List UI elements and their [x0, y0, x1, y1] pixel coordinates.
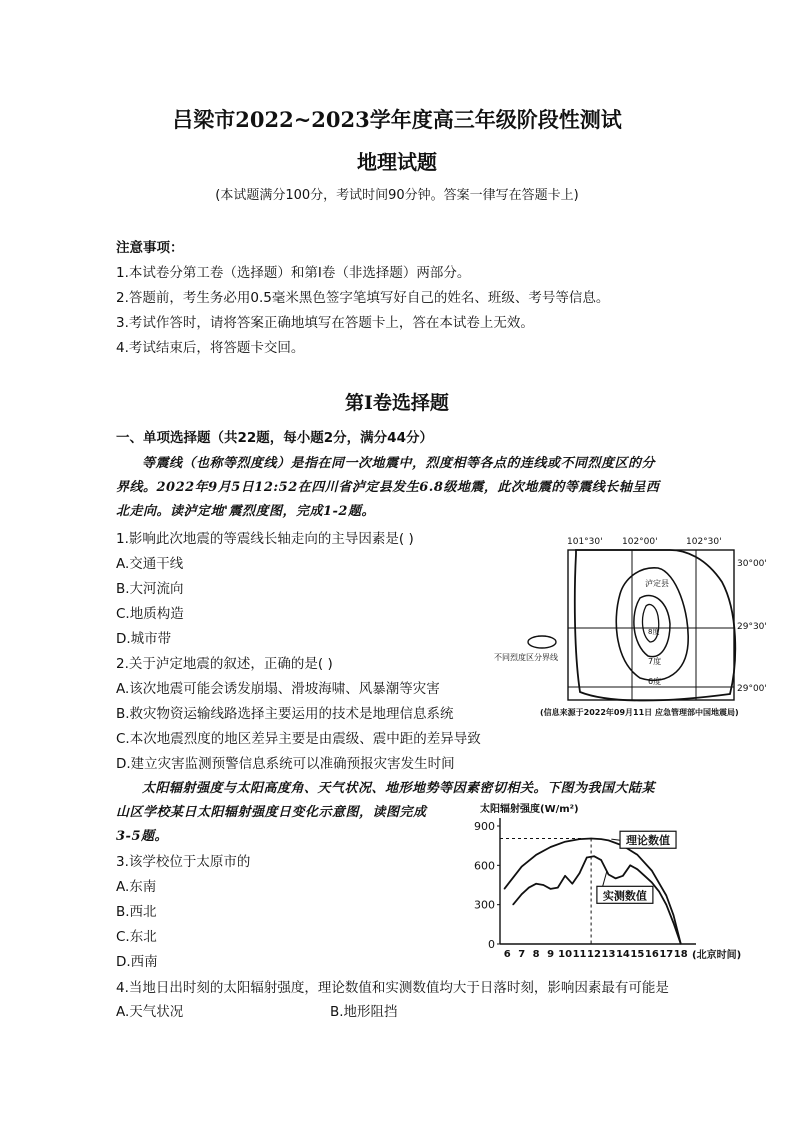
y-tick-label: 0: [488, 938, 495, 951]
data-point: [550, 888, 551, 889]
passage-line: 太阳辐射强度与太阳高度角、天气状况、地形地势等因素密切相关。下图为我国大陆某: [142, 781, 656, 796]
data-point: [601, 839, 602, 840]
data-point: [504, 888, 505, 889]
lon-label: 101°30': [567, 537, 603, 547]
data-point: [512, 904, 513, 905]
data-point: [564, 841, 565, 842]
data-point: [680, 943, 681, 944]
x-tick-label: 8: [532, 949, 540, 960]
label-pointer: [603, 871, 607, 887]
county-label: 泸定县: [645, 579, 669, 588]
theoretical-label: 理论数值: [626, 834, 671, 848]
data-point: [579, 839, 580, 840]
lon-label: 102°30': [686, 537, 722, 547]
data-point: [514, 875, 515, 876]
data-point: [536, 883, 537, 884]
data-point: [637, 854, 638, 855]
passage-line: 3-5题。: [116, 829, 168, 844]
part-title: 第Ⅰ卷选择题: [345, 392, 449, 414]
notice-item: 3.考试作答时，请将答案正确地填写在答题卡上，答在本试卷上无效。: [116, 315, 534, 331]
intensity-9-boundary: [643, 604, 659, 642]
x-tick-label: 11: [572, 949, 587, 960]
exam-subtitle: 地理试题: [357, 150, 437, 174]
option: A.天气状况: [116, 1004, 184, 1020]
question-stem: 3.该学校位于太原市的: [116, 854, 251, 870]
option: D.建立灾害监测预警信息系统可以准确预报灾害发生时间: [116, 756, 455, 772]
option: B.西北: [116, 904, 157, 920]
question-stem: 2.关于泸定地震的叙述，正确的是( ): [116, 656, 333, 672]
data-point: [550, 846, 551, 847]
data-point: [644, 875, 645, 876]
label-pointer: [611, 839, 620, 840]
lat-label: 29°00': [737, 684, 767, 694]
zone-label: 7度: [648, 657, 662, 666]
lat-label: 30°00': [737, 559, 767, 569]
data-point: [543, 884, 544, 885]
option: C.本次地震烈度的地区差异主要是由震级、震中距的差异导致: [116, 731, 481, 747]
data-point: [608, 874, 609, 875]
lon-label: 102°00': [622, 537, 658, 547]
measured-label: 实测数值: [602, 889, 647, 903]
question-stem: 1.影响此次地震的等震线长轴走向的主导因素是( ): [116, 531, 414, 547]
data-point: [651, 870, 652, 871]
lat-label: 29°30': [737, 622, 767, 632]
option: B.救灾物资运输线路选择主要运用的技术是地理信息系统: [116, 706, 454, 722]
x-tick-label: 18: [673, 949, 688, 960]
y-tick-label: 600: [474, 859, 495, 873]
passage-line: 等震线（也称等烈度线）是指在同一次地震中，烈度相等各点的连线或不同烈度区的分: [142, 456, 656, 471]
x-tick-label: 17: [659, 949, 674, 960]
option: B.大河流向: [116, 581, 184, 597]
data-point: [572, 883, 573, 884]
notice-item: 4.考试结束后，将答题卡交回。: [116, 340, 305, 356]
data-point: [615, 878, 616, 879]
x-tick-label: 10: [558, 949, 573, 960]
x-tick-label: 16: [644, 949, 659, 960]
question-stem: 4.当地日出时刻的太阳辐射强度，理论数值和实测数值均大于日落时刻，影响因素最有可能是: [116, 980, 669, 996]
data-point: [557, 887, 558, 888]
option: C.地质构造: [116, 606, 184, 622]
option: B.地形阻挡: [330, 1004, 398, 1020]
passage-line: 界线。2022年9月5日12:52在四川省泸定县发生6.8级地震，此次地震的等震线长轴呈西: [116, 480, 660, 495]
data-point: [666, 904, 667, 905]
data-point: [579, 873, 580, 874]
passage-line: 北走向。读泸定地'震烈度图，完成1-2题。: [116, 504, 375, 519]
data-point: [564, 875, 565, 876]
x-tick-label: 6: [503, 949, 511, 960]
zone-label: 6度: [648, 677, 662, 686]
data-point: [521, 894, 522, 895]
x-tick-label: 7: [518, 949, 526, 960]
data-point: [673, 922, 674, 923]
section-heading: 一、单项选择题（共22题，每小题2分，满分44分）: [116, 430, 433, 446]
y-tick-label: 300: [474, 898, 495, 912]
option: D.西南: [116, 954, 158, 970]
data-point: [521, 866, 522, 867]
data-point: [651, 882, 652, 883]
boundary-legend-label: 不同烈度区分界线: [494, 653, 558, 662]
option: A.该次地震可能会诱发崩塌、滑坡海啸、风暴潮等灾害: [116, 681, 440, 697]
zone-label: 8度: [648, 628, 660, 636]
data-point: [536, 854, 537, 855]
data-point: [666, 895, 667, 896]
notice-item: 2.答题前，考生务必用0.5毫米黑色签字笔填写好自己的姓名、班级、考号等信息。: [116, 290, 610, 306]
data-point: [637, 869, 638, 870]
option: D.城市带: [116, 631, 172, 647]
notice-heading: 注意事项：: [116, 240, 184, 256]
y-tick-label: 900: [474, 820, 495, 833]
exam-title: 吕梁市2022~2023学年度高三年级阶段性测试: [172, 107, 622, 132]
notice-item: 1.本试卷分第工卷（选择题）和第I卷（非选择题）两部分。: [116, 265, 471, 281]
data-point: [528, 887, 529, 888]
data-point: [658, 891, 659, 892]
exam-note: (本试题满分100分，考试时间90分钟。答案一律写在答题卡上): [215, 188, 579, 203]
option: C.东北: [116, 929, 157, 945]
data-point: [601, 859, 602, 860]
data-point: [630, 865, 631, 866]
x-tick-label: 12: [587, 949, 601, 960]
x-tick-label: 13: [601, 949, 616, 960]
chart-xlabel: (北京时间): [692, 950, 742, 961]
map-source: (信息来源于2022年09月11日 应急管理部中国地震局): [540, 708, 739, 717]
x-tick-label: 15: [630, 949, 645, 960]
earthquake-intensity-map: [490, 532, 790, 722]
data-point: [608, 840, 609, 841]
data-point: [673, 915, 674, 916]
chart-ylabel: 太阳辐射强度(W/m²): [480, 804, 579, 815]
theoretical-value-line: [504, 839, 681, 945]
data-point: [593, 856, 594, 857]
passage-line: 山区学校某日太阳辐射强度日变化示意图，读图完成: [116, 805, 427, 820]
option: A.东南: [116, 879, 157, 895]
data-point: [622, 875, 623, 876]
data-point: [591, 838, 592, 839]
legend-boundary-sample: [528, 636, 556, 648]
solar-radiation-chart: [470, 798, 770, 966]
option: A.交通干线: [116, 556, 184, 572]
x-tick-label: 9: [547, 949, 555, 960]
data-point: [586, 857, 587, 858]
x-tick-label: 14: [615, 949, 630, 960]
